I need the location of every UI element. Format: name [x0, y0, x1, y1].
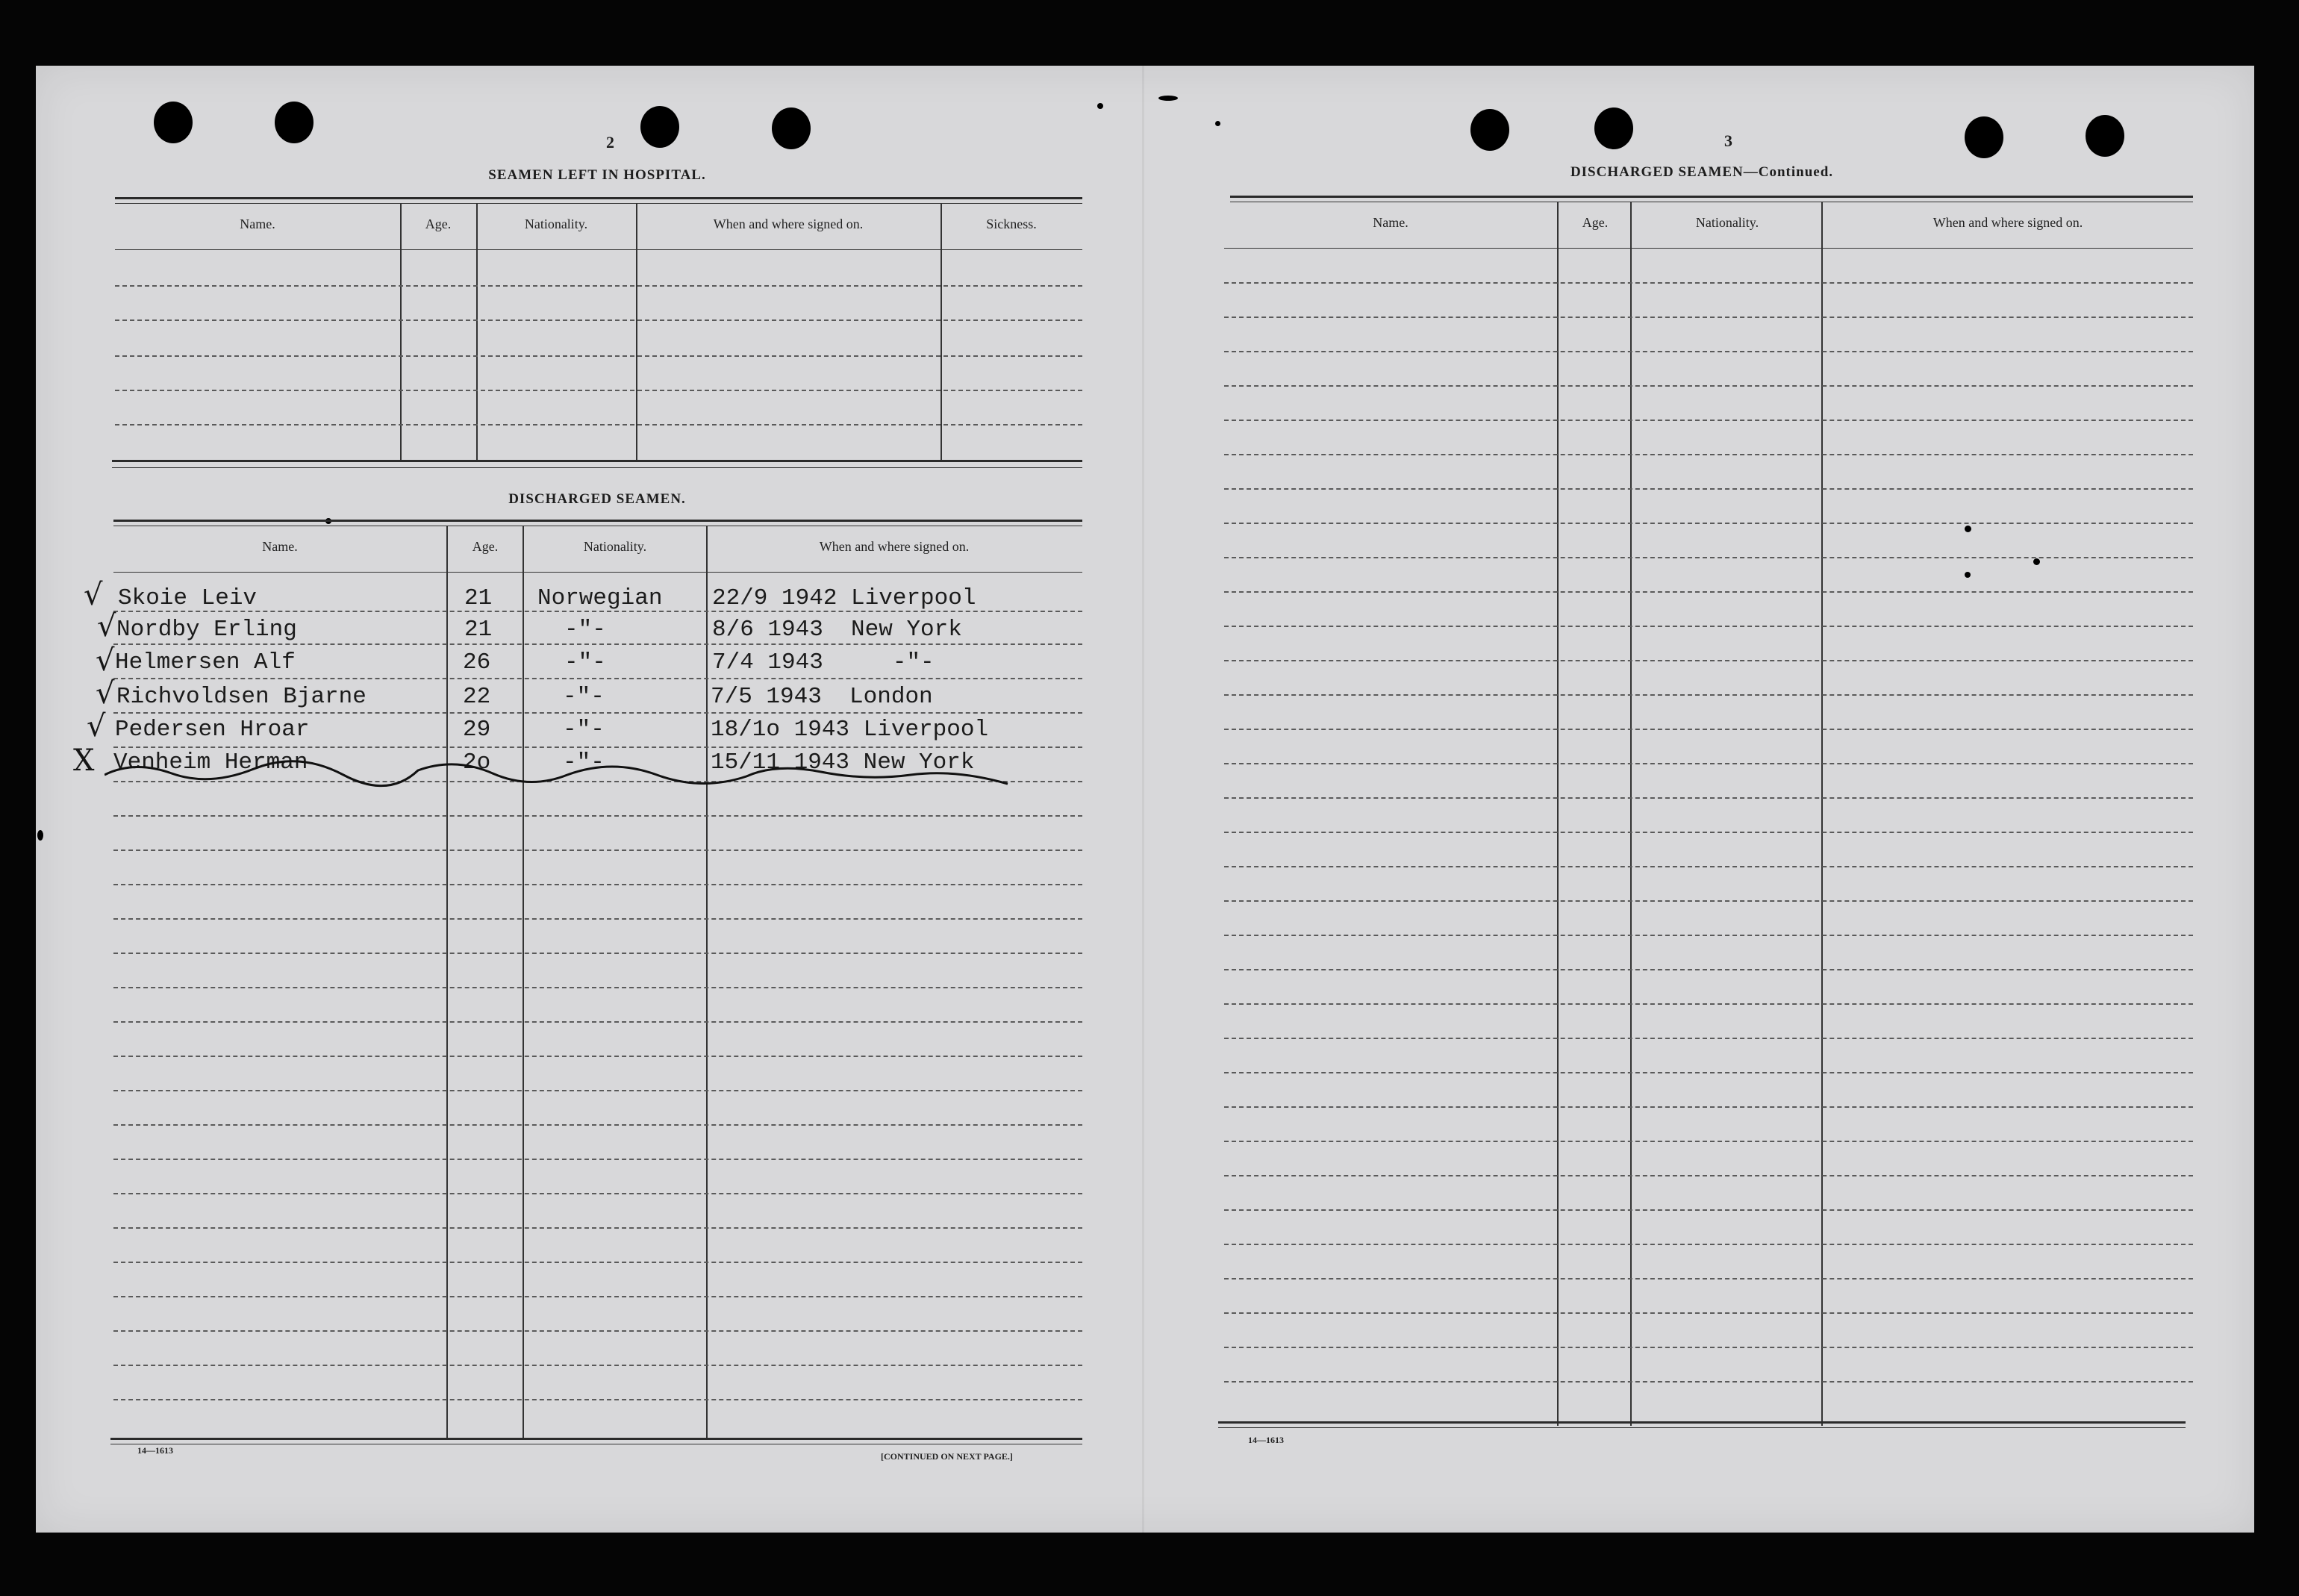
right-row-line — [1224, 1106, 2193, 1108]
punch-hole — [1470, 109, 1509, 151]
seaman-name: Pedersen Hroar — [115, 717, 310, 743]
punch-hole — [640, 106, 679, 148]
discharged-col-divider — [446, 526, 448, 1438]
punch-hole — [1594, 107, 1633, 149]
seaman-signed-on: 8/6 1943 New York — [712, 617, 962, 643]
discharged-row-line — [113, 1193, 1082, 1194]
discharged-col-age: Age. — [472, 539, 499, 554]
right-row-line — [1224, 900, 2193, 902]
seaman-nationality: Norwegian — [537, 585, 663, 611]
hospital-row-line — [115, 390, 1082, 391]
seaman-nationality: -"- — [563, 717, 605, 743]
right-row-line — [1224, 1312, 2193, 1314]
right-row-line — [1224, 1278, 2193, 1279]
discharged-col-divider — [706, 526, 708, 1438]
hospital-section-title: SEAMEN LEFT IN HOSPITAL. — [488, 167, 706, 183]
discharged-row-line — [113, 1124, 1082, 1126]
form-number-right: 14—1613 — [1248, 1435, 1284, 1445]
seaman-age: 22 — [463, 684, 491, 710]
checkmark: √ — [96, 643, 115, 678]
right-bottom-rule — [1218, 1421, 2186, 1424]
punch-hole — [1965, 116, 2003, 158]
discharged-row-line — [113, 1021, 1082, 1023]
ink-speck — [1097, 103, 1103, 109]
right-row-line — [1224, 1141, 2193, 1142]
right-row-line — [1224, 317, 2193, 318]
ink-speck — [1965, 572, 1971, 578]
cross-mark: X — [73, 744, 95, 778]
discharged-row-line — [113, 815, 1082, 817]
discharged-row-line — [113, 1056, 1082, 1057]
hospital-col-name: Name. — [240, 216, 275, 231]
punch-hole — [772, 107, 811, 149]
discharged-top-rule — [113, 520, 1082, 522]
seaman-name: Skoie Leiv — [118, 585, 258, 611]
right-row-line — [1224, 1209, 2193, 1211]
seaman-nationality: -"- — [563, 749, 605, 776]
discharged-row-line — [113, 987, 1082, 988]
hospital-bottom-rule — [112, 467, 1082, 468]
discharged-row-line — [113, 1090, 1082, 1091]
right-row-line — [1224, 626, 2193, 627]
right-bottom-rule — [1218, 1427, 2186, 1428]
seaman-signed-on: 18/1o 1943 Liverpool — [711, 717, 989, 743]
hospital-row-line — [115, 424, 1082, 426]
right-row-line — [1224, 832, 2193, 833]
discharged-bottom-rule — [110, 1438, 1082, 1440]
discharged-row-line — [113, 712, 1082, 714]
seaman-age: 21 — [464, 585, 493, 611]
seaman-name: Venheim Herman — [113, 749, 308, 776]
seaman-name: Helmersen Alf — [115, 649, 296, 676]
discharged-col-name: Name. — [262, 539, 298, 554]
discharged-row-line — [113, 1262, 1082, 1263]
hospital-col-divider — [476, 203, 478, 461]
discharged-row-line — [113, 918, 1082, 920]
table-top-rule — [115, 197, 1082, 199]
strike-through-line — [104, 752, 1015, 790]
right-col-age: Age. — [1582, 215, 1609, 230]
right-row-line — [1224, 969, 2193, 970]
right-row-line — [1224, 866, 2193, 867]
page-fold — [1142, 66, 1144, 1533]
discharged-continued-title: DISCHARGED SEAMEN—Continued. — [1570, 164, 1834, 180]
seaman-age: 21 — [464, 617, 493, 643]
discharged-row-line — [113, 1365, 1082, 1366]
right-row-line — [1224, 1381, 2193, 1383]
ink-speck — [1215, 121, 1220, 126]
table-rule — [115, 203, 1082, 204]
right-col-nationality: Nationality. — [1695, 215, 1759, 230]
right-row-line — [1224, 763, 2193, 764]
punch-hole — [2086, 115, 2124, 157]
discharged-row-line — [113, 884, 1082, 885]
checkmark: √ — [97, 609, 116, 643]
ink-speck — [1158, 96, 1178, 101]
discharged-row-line — [113, 643, 1082, 645]
discharged-section-title: DISCHARGED SEAMEN. — [508, 491, 686, 507]
right-row-line — [1224, 797, 2193, 799]
discharged-header-rule — [113, 572, 1082, 573]
right-row-line — [1224, 1038, 2193, 1039]
seaman-nationality: -"- — [563, 684, 605, 710]
right-row-line — [1224, 557, 2193, 558]
discharged-row-line — [113, 678, 1082, 679]
checkmark: √ — [96, 676, 115, 711]
right-row-line — [1224, 1347, 2193, 1348]
hospital-col-nationality: Nationality. — [524, 216, 588, 231]
right-row-line — [1224, 523, 2193, 524]
right-header-rule — [1224, 248, 2193, 249]
hospital-row-line — [115, 285, 1082, 287]
seaman-age: 26 — [463, 649, 491, 676]
hospital-col-age: Age. — [425, 216, 452, 231]
right-row-line — [1224, 488, 2193, 490]
discharged-row-line — [113, 1159, 1082, 1160]
right-row-line — [1224, 1003, 2193, 1005]
seaman-signed-on: 7/4 1943 -"- — [712, 649, 935, 676]
hospital-col-divider — [400, 203, 402, 461]
hospital-col-divider — [636, 203, 637, 461]
seaman-age: 2o — [463, 749, 491, 776]
right-row-line — [1224, 385, 2193, 387]
right-row-line — [1224, 351, 2193, 352]
page-number-right: 3 — [1724, 131, 1732, 150]
seaman-nationality: -"- — [564, 649, 606, 676]
right-col-name: Name. — [1373, 215, 1409, 230]
right-row-line — [1224, 1072, 2193, 1073]
hospital-header-rule — [115, 249, 1082, 250]
discharged-row-line — [113, 746, 1082, 748]
right-row-line — [1224, 935, 2193, 936]
form-number-left: 14—1613 — [137, 1445, 173, 1456]
ink-speck — [2033, 558, 2040, 565]
right-col-signed: When and where signed on. — [1933, 215, 2083, 230]
discharged-row-line — [113, 1296, 1082, 1297]
ink-speck — [1965, 526, 1971, 532]
punch-hole — [154, 102, 193, 143]
page-number-left: 2 — [606, 133, 614, 152]
hospital-col-sickness: Sickness. — [986, 216, 1037, 231]
continued-note: [CONTINUED ON NEXT PAGE.] — [881, 1451, 1013, 1462]
hospital-col-signed: When and where signed on. — [713, 216, 864, 231]
discharged-row-line — [113, 1227, 1082, 1229]
discharged-col-divider — [522, 526, 524, 1438]
right-row-line — [1224, 694, 2193, 696]
seaman-signed-on: 22/9 1942 Liverpool — [712, 585, 976, 611]
right-row-line — [1224, 282, 2193, 284]
checkmark: √ — [87, 709, 106, 744]
right-row-line — [1224, 1244, 2193, 1245]
seaman-signed-on: 15/11 1943 New York — [711, 749, 975, 776]
seaman-name: Nordby Erling — [116, 617, 297, 643]
right-row-line — [1224, 1175, 2193, 1176]
right-row-line — [1224, 660, 2193, 661]
hospital-bottom-rule — [112, 460, 1082, 462]
ink-speck — [37, 830, 43, 841]
hospital-col-divider — [940, 203, 942, 461]
right-row-line — [1224, 420, 2193, 421]
hospital-row-line — [115, 355, 1082, 357]
punch-hole — [275, 102, 314, 143]
right-table-top-rule — [1230, 196, 2193, 198]
discharged-row-line — [113, 1399, 1082, 1400]
hospital-row-line — [115, 319, 1082, 321]
seaman-nationality: -"- — [564, 617, 606, 643]
discharged-row-line — [113, 1330, 1082, 1332]
seaman-name: Richvoldsen Bjarne — [116, 684, 366, 710]
seaman-age: 29 — [463, 717, 491, 743]
checkmark: √ — [84, 578, 103, 612]
discharged-col-nationality: Nationality. — [583, 539, 647, 554]
discharged-row-line — [113, 850, 1082, 851]
right-row-line — [1224, 729, 2193, 730]
discharged-col-signed: When and where signed on. — [819, 539, 970, 554]
right-row-line — [1224, 591, 2193, 593]
seaman-signed-on: 7/5 1943 London — [711, 684, 933, 710]
right-row-line — [1224, 454, 2193, 455]
discharged-row-line — [113, 953, 1082, 954]
